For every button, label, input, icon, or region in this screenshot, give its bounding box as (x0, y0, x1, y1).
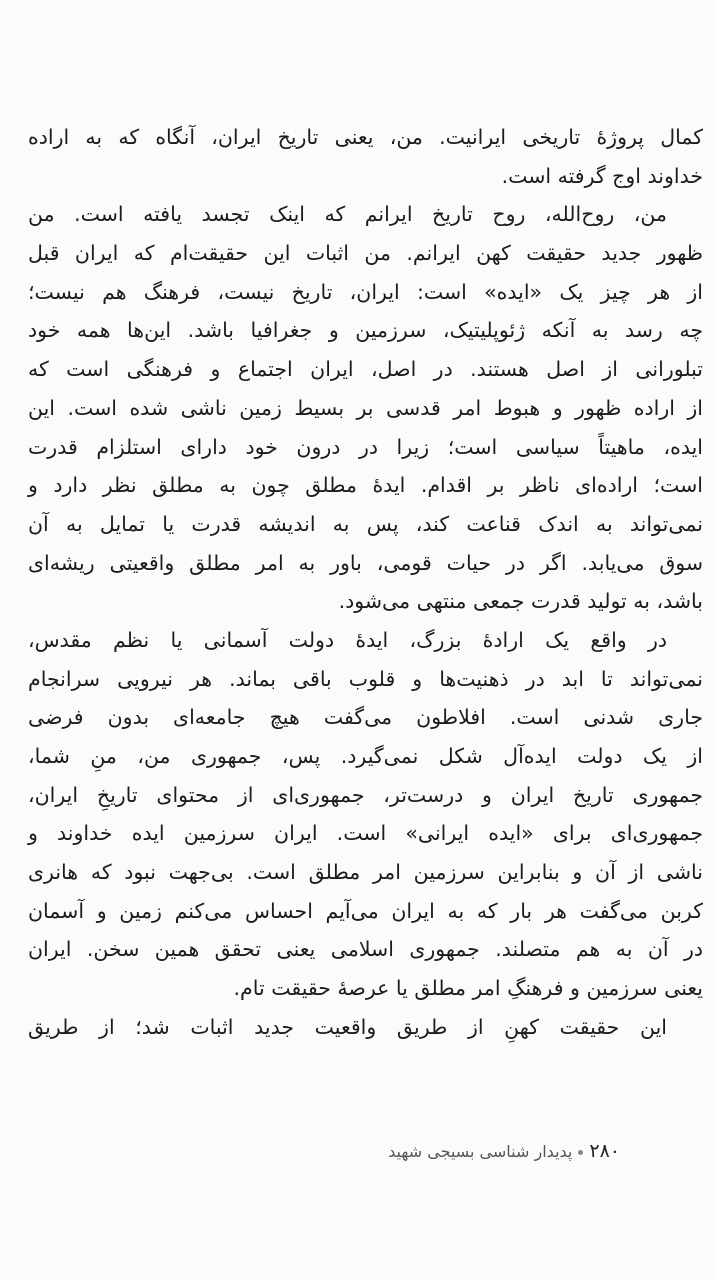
running-title: پدیدار شناسی بسیجی شهید (388, 1142, 573, 1161)
text-line: سوق می‌یابد. اگر در حیات قومی، باور به امر مطلق واقعیتی ریشه‌ای (28, 550, 703, 575)
page-footer (300, 1140, 620, 1162)
text-line: است؛ اراده‌ای ناظر بر اقدام. ایدۀ مطلق چون به مطلق نظر دارد و (28, 473, 703, 498)
text-line: از یک دولت ایده‌آل شکل نمی‌گیرد. پس، جمهوری من، منِ شما، (28, 744, 703, 768)
text-line: ناشی از آن و بنابراین سرزمین امر مطلق است. بی‌جهت نبود که هانری (28, 860, 703, 885)
separator-dot-icon (578, 1150, 583, 1155)
page-body (28, 118, 703, 1047)
text-line: من، روح‌الله، روح تاریخ ایرانم که اینک تجسد یافته است. من (28, 202, 667, 227)
text-line: در واقع یک ارادۀ بزرگ، ایدۀ دولت آسمانی یا نظم مقدس، (28, 627, 667, 652)
text-line: کربن می‌گفت هر بار که به ایران می‌آیم احساس می‌کنم زمین و آسمان (28, 898, 703, 923)
text-line: باشد، به تولید قدرت جمعی منتهی می‌شود. (338, 589, 703, 614)
text-line: ظهور جدید حقیقت کهن ایرانم. من اثبات این حقیقت‌ام که ایران قبل (28, 241, 703, 266)
text-line: نمی‌تواند تا ابد در ذهنیت‌ها و قلوب باقی بماند. هر نیرویی سرانجام (28, 666, 703, 691)
text-line: در آن به هم متصلند. جمهوری اسلامی یعنی تحقق همین سخن. ایران (28, 937, 703, 962)
text-line: کمال پروژۀ تاریخی ایرانیت. من، یعنی تاریخ ایران، آنگاه که به اراده (28, 125, 703, 149)
page-number: ۲۸۰ (589, 1140, 620, 1162)
text-line: این حقیقت کهنِ از طریق واقعیت جدید اثبات شد؛ از طریق (28, 1014, 667, 1039)
text-line: از هر چیز یک «ایده» است: ایران، تاریخ نیست، فرهنگ هم نیست؛ (28, 279, 703, 304)
text-line: چه رسد به آنکه ژئوپلیتیک، سرزمین و جغرافیا باشد. این‌ها همه خود (28, 318, 703, 343)
text-line: خداوند اوج گرفته است. (501, 163, 703, 188)
text-line: جمهوری تاریخ ایران و درست‌تر، جمهوری‌ای از محتوای تاریخِ ایران، (28, 782, 703, 807)
text-line: ایده، ماهیتاً سیاسی است؛ زیرا در درون خود دارای استلزام قدرت (28, 434, 703, 459)
text-line: جمهوری‌ای برای «ایده ایرانی» است. ایران سرزمین ایده خداوند و (28, 821, 703, 846)
text-line: تبلورانی از اصل هستند. در اصل، ایران اجتماع و فرهنگی است که (28, 357, 703, 382)
text-line: جاری شدنی است. افلاطون می‌گفت هیچ جامعه‌ای بدون فرضی (28, 705, 703, 730)
text-line: از اراده ظهور و هبوط امر قدسی بر بسیط زمین ناشی شده است. این (28, 395, 703, 420)
text-line: یعنی سرزمین و فرهنگِ امر مطلق یا عرصۀ حقیقت تام. (233, 976, 703, 1001)
text-line: نمی‌تواند به اندک قناعت کند، پس به اندیشه قدرت یا تمایل به آن (28, 511, 703, 536)
